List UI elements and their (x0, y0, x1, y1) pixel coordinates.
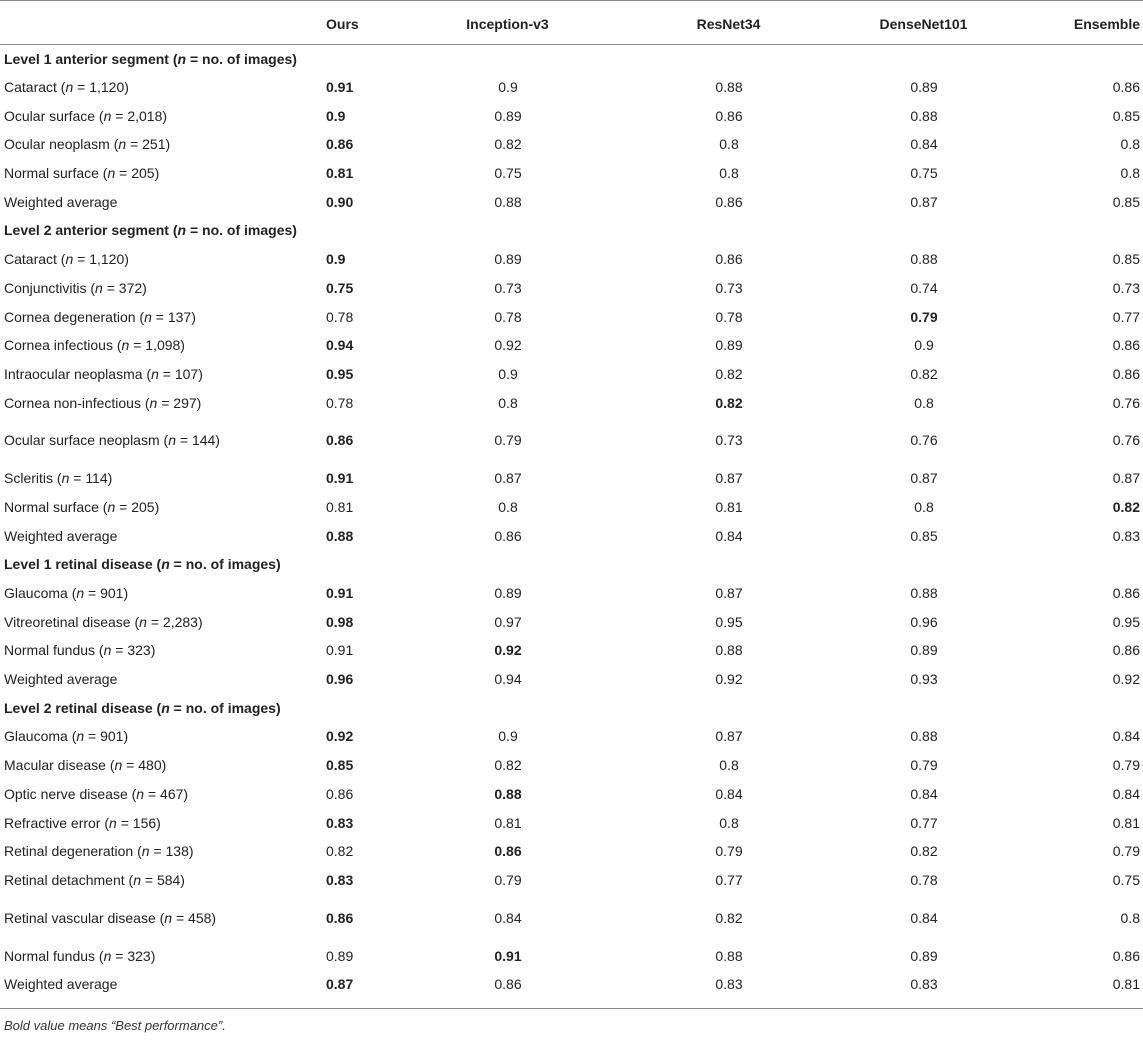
cell-resnet34: 0.78 (715, 308, 743, 325)
table-row (0, 942, 1143, 971)
cell-resnet34: 0.73 (715, 432, 743, 449)
table-row (0, 895, 1143, 942)
cell-ours: 0.88 (326, 527, 354, 544)
cell-ours: 0.91 (326, 585, 354, 602)
cell-ensemble: 0.87 (1112, 470, 1140, 487)
cell-resnet34: 0.8 (719, 757, 739, 774)
table-row (0, 360, 1143, 389)
cell-densenet101: 0.83 (910, 976, 938, 993)
table-row (0, 780, 1143, 809)
cell-ours: 0.94 (326, 337, 354, 354)
row-label: Weighted average (4, 976, 118, 993)
section-title: Level 1 anterior segment (n = no. of images) (4, 50, 297, 67)
table-row (0, 303, 1143, 332)
table-row (0, 493, 1143, 522)
cell-inception-v3: 0.79 (494, 432, 522, 449)
row-label: Cataract (n = 1,120) (4, 79, 129, 96)
table-row (0, 579, 1143, 608)
row-label: Ocular surface neoplasm (n = 144) (4, 432, 220, 449)
row-label: Ocular neoplasm (n = 251) (4, 136, 171, 153)
cell-ours: 0.81 (326, 498, 354, 515)
row-label: Macular disease (n = 480) (4, 757, 167, 774)
cell-resnet34: 0.8 (719, 136, 739, 153)
row-label: Retinal detachment (n = 584) (4, 871, 185, 888)
cell-ensemble: 0.86 (1112, 585, 1140, 602)
cell-ensemble: 0.8 (1120, 136, 1140, 153)
table-row (0, 751, 1143, 780)
cell-inception-v3: 0.89 (494, 251, 522, 268)
cell-ensemble: 0.79 (1112, 843, 1140, 860)
cell-resnet34: 0.88 (715, 79, 743, 96)
cell-densenet101: 0.74 (910, 279, 938, 296)
cell-densenet101: 0.82 (910, 365, 938, 382)
cell-ensemble: 0.75 (1112, 871, 1140, 888)
row-label: Vitreoretinal disease (n = 2,283) (4, 613, 203, 630)
table-row (0, 159, 1143, 188)
cell-ours: 0.85 (326, 757, 354, 774)
table-row (0, 970, 1143, 999)
cell-ensemble: 0.83 (1112, 527, 1140, 544)
cell-ours: 0.92 (326, 728, 354, 745)
cell-inception-v3: 0.86 (494, 527, 522, 544)
cell-resnet34: 0.88 (715, 947, 743, 964)
row-label: Weighted average (4, 193, 118, 210)
table-row (0, 837, 1143, 866)
cell-inception-v3: 0.92 (494, 642, 522, 659)
cell-inception-v3: 0.97 (494, 613, 522, 630)
table-row (0, 665, 1143, 694)
cell-resnet34: 0.92 (715, 671, 743, 688)
row-label: Cataract (n = 1,120) (4, 251, 129, 268)
row-label: Normal surface (n = 205) (4, 165, 160, 182)
row-label: Normal surface (n = 205) (4, 498, 160, 515)
row-label: Retinal degeneration (n = 138) (4, 843, 194, 860)
cell-inception-v3: 0.94 (494, 671, 522, 688)
cell-ours: 0.81 (326, 165, 354, 182)
cell-inception-v3: 0.86 (494, 976, 522, 993)
cell-inception-v3: 0.8 (498, 394, 518, 411)
cell-densenet101: 0.8 (914, 498, 934, 515)
row-label: Weighted average (4, 671, 118, 688)
cell-inception-v3: 0.81 (494, 814, 522, 831)
table-row (0, 102, 1143, 131)
section-header-row (0, 45, 1143, 74)
row-label: Refractive error (n = 156) (4, 814, 161, 831)
cell-resnet34: 0.83 (715, 976, 743, 993)
cell-resnet34: 0.82 (715, 909, 743, 926)
cell-inception-v3: 0.75 (494, 165, 522, 182)
cell-densenet101: 0.89 (910, 642, 938, 659)
row-label: Normal fundus (n = 323) (4, 947, 156, 964)
header-resnet34: ResNet34 (604, 1, 804, 45)
table-row (0, 274, 1143, 303)
section-title: Level 2 retinal disease (n = no. of images) (4, 699, 281, 716)
cell-ensemble: 0.8 (1120, 165, 1140, 182)
cell-ensemble: 0.8 (1120, 909, 1140, 926)
cell-ensemble: 0.76 (1112, 432, 1140, 449)
row-label: Scleritis (n = 114) (4, 470, 113, 487)
cell-ensemble: 0.86 (1112, 337, 1140, 354)
table-row (0, 188, 1143, 217)
cell-ensemble: 0.85 (1112, 251, 1140, 268)
table-row (0, 723, 1143, 752)
cell-ours: 0.86 (326, 909, 354, 926)
cell-resnet34: 0.8 (719, 814, 739, 831)
cell-resnet34: 0.82 (715, 394, 743, 411)
table-body (0, 45, 1143, 1000)
cell-ours: 0.83 (326, 871, 354, 888)
cell-inception-v3: 0.82 (494, 757, 522, 774)
table-row (0, 73, 1143, 102)
header-ours: Ours (232, 1, 372, 45)
section-title: Level 1 retinal disease (n = no. of images) (4, 556, 281, 573)
table-row (0, 331, 1143, 360)
cell-ensemble: 0.85 (1112, 193, 1140, 210)
cell-resnet34: 0.81 (715, 498, 743, 515)
section-header-row (0, 551, 1143, 580)
cell-ours: 0.86 (326, 785, 354, 802)
cell-ours: 0.90 (326, 193, 354, 210)
table-row (0, 131, 1143, 160)
table-row (0, 389, 1143, 418)
row-label: Conjunctivitis (n = 372) (4, 279, 147, 296)
row-label: Retinal vascular disease (n = 458) (4, 909, 217, 926)
cell-densenet101: 0.75 (910, 165, 938, 182)
cell-inception-v3: 0.9 (498, 79, 518, 96)
cell-ours: 0.78 (326, 394, 354, 411)
cell-densenet101: 0.77 (910, 814, 938, 831)
table-row (0, 245, 1143, 274)
row-label: Normal fundus (n = 323) (4, 642, 156, 659)
cell-ours: 0.89 (326, 947, 354, 964)
cell-densenet101: 0.96 (910, 613, 938, 630)
cell-ours: 0.82 (326, 843, 354, 860)
cell-inception-v3: 0.78 (494, 308, 522, 325)
cell-ensemble: 0.95 (1112, 613, 1140, 630)
cell-ensemble: 0.73 (1112, 279, 1140, 296)
cell-inception-v3: 0.89 (494, 107, 522, 124)
cell-densenet101: 0.89 (910, 79, 938, 96)
cell-densenet101: 0.78 (910, 871, 938, 888)
cell-inception-v3: 0.82 (494, 136, 522, 153)
cell-inception-v3: 0.91 (494, 947, 522, 964)
cell-densenet101: 0.84 (910, 136, 938, 153)
cell-ensemble: 0.84 (1112, 728, 1140, 745)
cell-resnet34: 0.95 (715, 613, 743, 630)
table-row (0, 608, 1143, 637)
table-row (0, 522, 1143, 551)
cell-ours: 0.96 (326, 671, 354, 688)
table-row (0, 809, 1143, 838)
cell-ensemble: 0.79 (1112, 757, 1140, 774)
cell-ensemble: 0.86 (1112, 365, 1140, 382)
cell-inception-v3: 0.79 (494, 871, 522, 888)
cell-inception-v3: 0.84 (494, 909, 522, 926)
cell-ours: 0.9 (326, 251, 346, 268)
cell-densenet101: 0.87 (910, 470, 938, 487)
cell-ours: 0.91 (326, 470, 354, 487)
cell-resnet34: 0.84 (715, 785, 743, 802)
cell-ours: 0.91 (326, 642, 354, 659)
cell-resnet34: 0.77 (715, 871, 743, 888)
cell-densenet101: 0.9 (914, 337, 934, 354)
cell-ours: 0.86 (326, 136, 354, 153)
cell-densenet101: 0.89 (910, 947, 938, 964)
cell-inception-v3: 0.86 (494, 843, 522, 860)
row-label: Glaucoma (n = 901) (4, 728, 129, 745)
header-ensemble: Ensemble (1004, 1, 1143, 45)
cell-ensemble: 0.77 (1112, 308, 1140, 325)
cell-densenet101: 0.76 (910, 432, 938, 449)
cell-densenet101: 0.88 (910, 585, 938, 602)
row-label: Cornea non-infectious (n = 297) (4, 394, 202, 411)
cell-densenet101: 0.88 (910, 728, 938, 745)
cell-ensemble: 0.81 (1112, 814, 1140, 831)
cell-densenet101: 0.84 (910, 785, 938, 802)
section-header-row (0, 694, 1143, 723)
cell-inception-v3: 0.87 (494, 470, 522, 487)
table-row (0, 637, 1143, 666)
cell-densenet101: 0.82 (910, 843, 938, 860)
cell-resnet34: 0.86 (715, 193, 743, 210)
row-label: Ocular surface (n = 2,018) (4, 107, 168, 124)
table-row (0, 464, 1143, 493)
cell-ensemble: 0.76 (1112, 394, 1140, 411)
cell-densenet101: 0.79 (910, 757, 938, 774)
cell-inception-v3: 0.9 (498, 365, 518, 382)
cell-resnet34: 0.86 (715, 107, 743, 124)
cell-inception-v3: 0.92 (494, 337, 522, 354)
cell-ours: 0.95 (326, 365, 354, 382)
row-label: Weighted average (4, 527, 118, 544)
cell-inception-v3: 0.8 (498, 498, 518, 515)
cell-densenet101: 0.88 (910, 107, 938, 124)
cell-ensemble: 0.81 (1112, 976, 1140, 993)
cell-densenet101: 0.79 (910, 308, 938, 325)
cell-ensemble: 0.92 (1112, 671, 1140, 688)
cell-ours: 0.83 (326, 814, 354, 831)
cell-ours: 0.75 (326, 279, 354, 296)
header-densenet101: DenseNet101 (804, 1, 1004, 45)
cell-densenet101: 0.84 (910, 909, 938, 926)
cell-ours: 0.78 (326, 308, 354, 325)
cell-ensemble: 0.86 (1112, 642, 1140, 659)
cell-resnet34: 0.89 (715, 337, 743, 354)
cell-resnet34: 0.87 (715, 470, 743, 487)
cell-ours: 0.87 (326, 976, 354, 993)
cell-resnet34: 0.79 (715, 843, 743, 860)
cell-densenet101: 0.85 (910, 527, 938, 544)
cell-ensemble: 0.86 (1112, 79, 1140, 96)
cell-inception-v3: 0.89 (494, 585, 522, 602)
cell-ensemble: 0.85 (1112, 107, 1140, 124)
section-title: Level 2 anterior segment (n = no. of images) (4, 222, 297, 239)
cell-inception-v3: 0.73 (494, 279, 522, 296)
cell-ensemble: 0.84 (1112, 785, 1140, 802)
cell-inception-v3: 0.88 (494, 193, 522, 210)
header-row (0, 1, 1143, 45)
cell-ours: 0.91 (326, 79, 354, 96)
cell-resnet34: 0.84 (715, 527, 743, 544)
row-label: Intraocular neoplasma (n = 107) (4, 365, 203, 382)
cell-resnet34: 0.8 (719, 165, 739, 182)
cell-resnet34: 0.73 (715, 279, 743, 296)
cell-resnet34: 0.88 (715, 642, 743, 659)
cell-densenet101: 0.8 (914, 394, 934, 411)
cell-ours: 0.98 (326, 613, 354, 630)
row-label: Optic nerve disease (n = 467) (4, 785, 189, 802)
row-label: Glaucoma (n = 901) (4, 585, 129, 602)
table-row (0, 866, 1143, 895)
cell-resnet34: 0.82 (715, 365, 743, 382)
cell-resnet34: 0.87 (715, 585, 743, 602)
cell-densenet101: 0.88 (910, 251, 938, 268)
table-footnote: Bold value means “Best performance”. (0, 1008, 1143, 1033)
cell-resnet34: 0.86 (715, 251, 743, 268)
row-label: Cornea degeneration (n = 137) (4, 308, 196, 325)
header-label (0, 1, 232, 45)
cell-densenet101: 0.93 (910, 671, 938, 688)
cell-ours: 0.9 (326, 107, 346, 124)
cell-ours: 0.86 (326, 432, 354, 449)
cell-resnet34: 0.87 (715, 728, 743, 745)
cell-ensemble: 0.82 (1112, 498, 1140, 515)
cell-ensemble: 0.86 (1112, 947, 1140, 964)
cell-densenet101: 0.87 (910, 193, 938, 210)
cell-inception-v3: 0.9 (498, 728, 518, 745)
cell-inception-v3: 0.88 (494, 785, 522, 802)
section-header-row (0, 217, 1143, 246)
table-row (0, 417, 1143, 464)
header-inception-v3: Inception-v3 (372, 1, 604, 45)
row-label: Cornea infectious (n = 1,098) (4, 337, 185, 354)
